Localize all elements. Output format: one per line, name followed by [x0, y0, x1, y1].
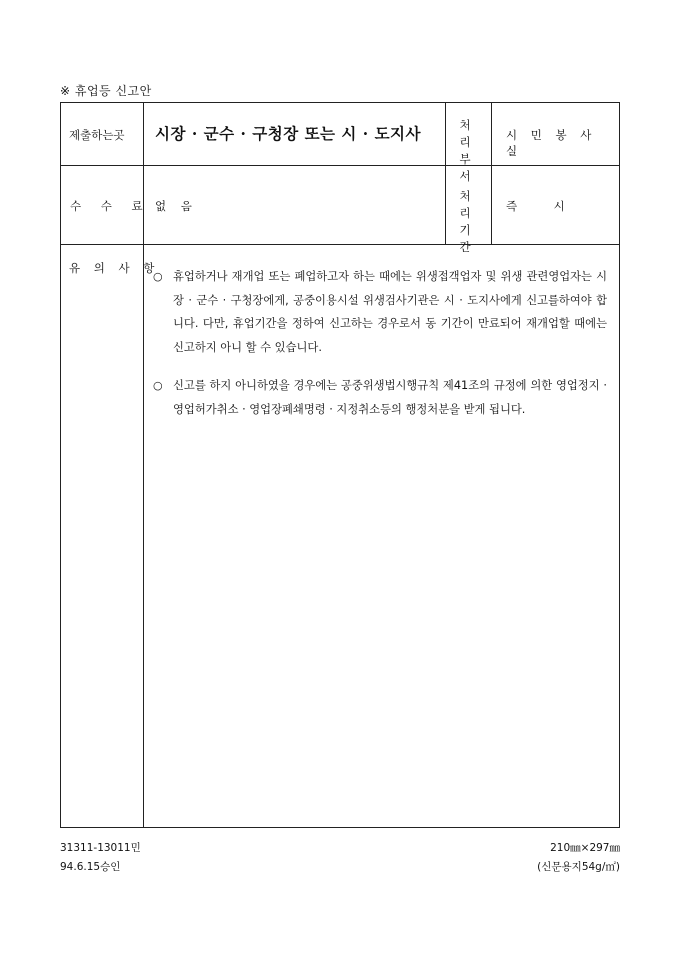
dept-label-line: 부 서 [459, 152, 477, 183]
period-value: 즉 시 [506, 199, 565, 213]
notes-list [153, 265, 607, 421]
note-text: 휴업하거나 재개업 또는 폐업하고자 하는 때에는 위생접객업자 및 위생 관련영업자는 시장 · 군수 · 구청장에게, 공중이용시설 위생검사기관은 시 · 도지사에게 신고를하여야 합니다. 다만, 휴업기간을 정하여 신고하는 경우로서 동 기간이 만료되어 재개업할 때에는 신고하지 아니 할 수 있습니다. [173, 270, 607, 354]
fee-label: 수 수 료 [70, 199, 151, 213]
form-title-note: ※ 휴업등 신고안 [60, 84, 152, 98]
note-item [153, 265, 607, 359]
fee-value: 없 음 [155, 199, 192, 213]
note-text: 신고를 하지 아니하였을 경우에는 공중위생법시행규칙 제41조의 규정에 의한 영업정지 · 영업허가취소 · 영업장폐쇄명령 · 지정취소등의 행정처분을 받게 됩니다. [173, 379, 607, 416]
circle-bullet-icon: ○ [153, 270, 163, 283]
notice-table [60, 102, 620, 828]
period-label [447, 188, 489, 256]
row-divider [61, 244, 619, 245]
dept-label-line: 처 리 [459, 118, 477, 149]
period-label-line: 처 리 [459, 189, 477, 220]
note-item [153, 374, 607, 421]
notes-label: 유 의 사 항 [69, 261, 160, 275]
period-label-line: 기 간 [459, 223, 477, 254]
approval-date: 94.6.15승인 [60, 861, 121, 873]
dept-label [447, 117, 489, 185]
column-divider [491, 103, 492, 244]
circle-bullet-icon: ○ [153, 379, 163, 392]
row-divider [61, 165, 619, 166]
form-code: 31311-13011민 [60, 842, 141, 854]
submit-office: 시장 · 군수 · 구청장 또는 시 · 도지사 [155, 124, 422, 143]
paper-size: 210㎜×297㎜ [550, 842, 620, 854]
paper-type: (신문용지54g/㎡) [537, 861, 620, 873]
submit-label: 제출하는곳 [69, 128, 125, 142]
dept-value: 시 민 봉 사 실 [506, 128, 597, 158]
